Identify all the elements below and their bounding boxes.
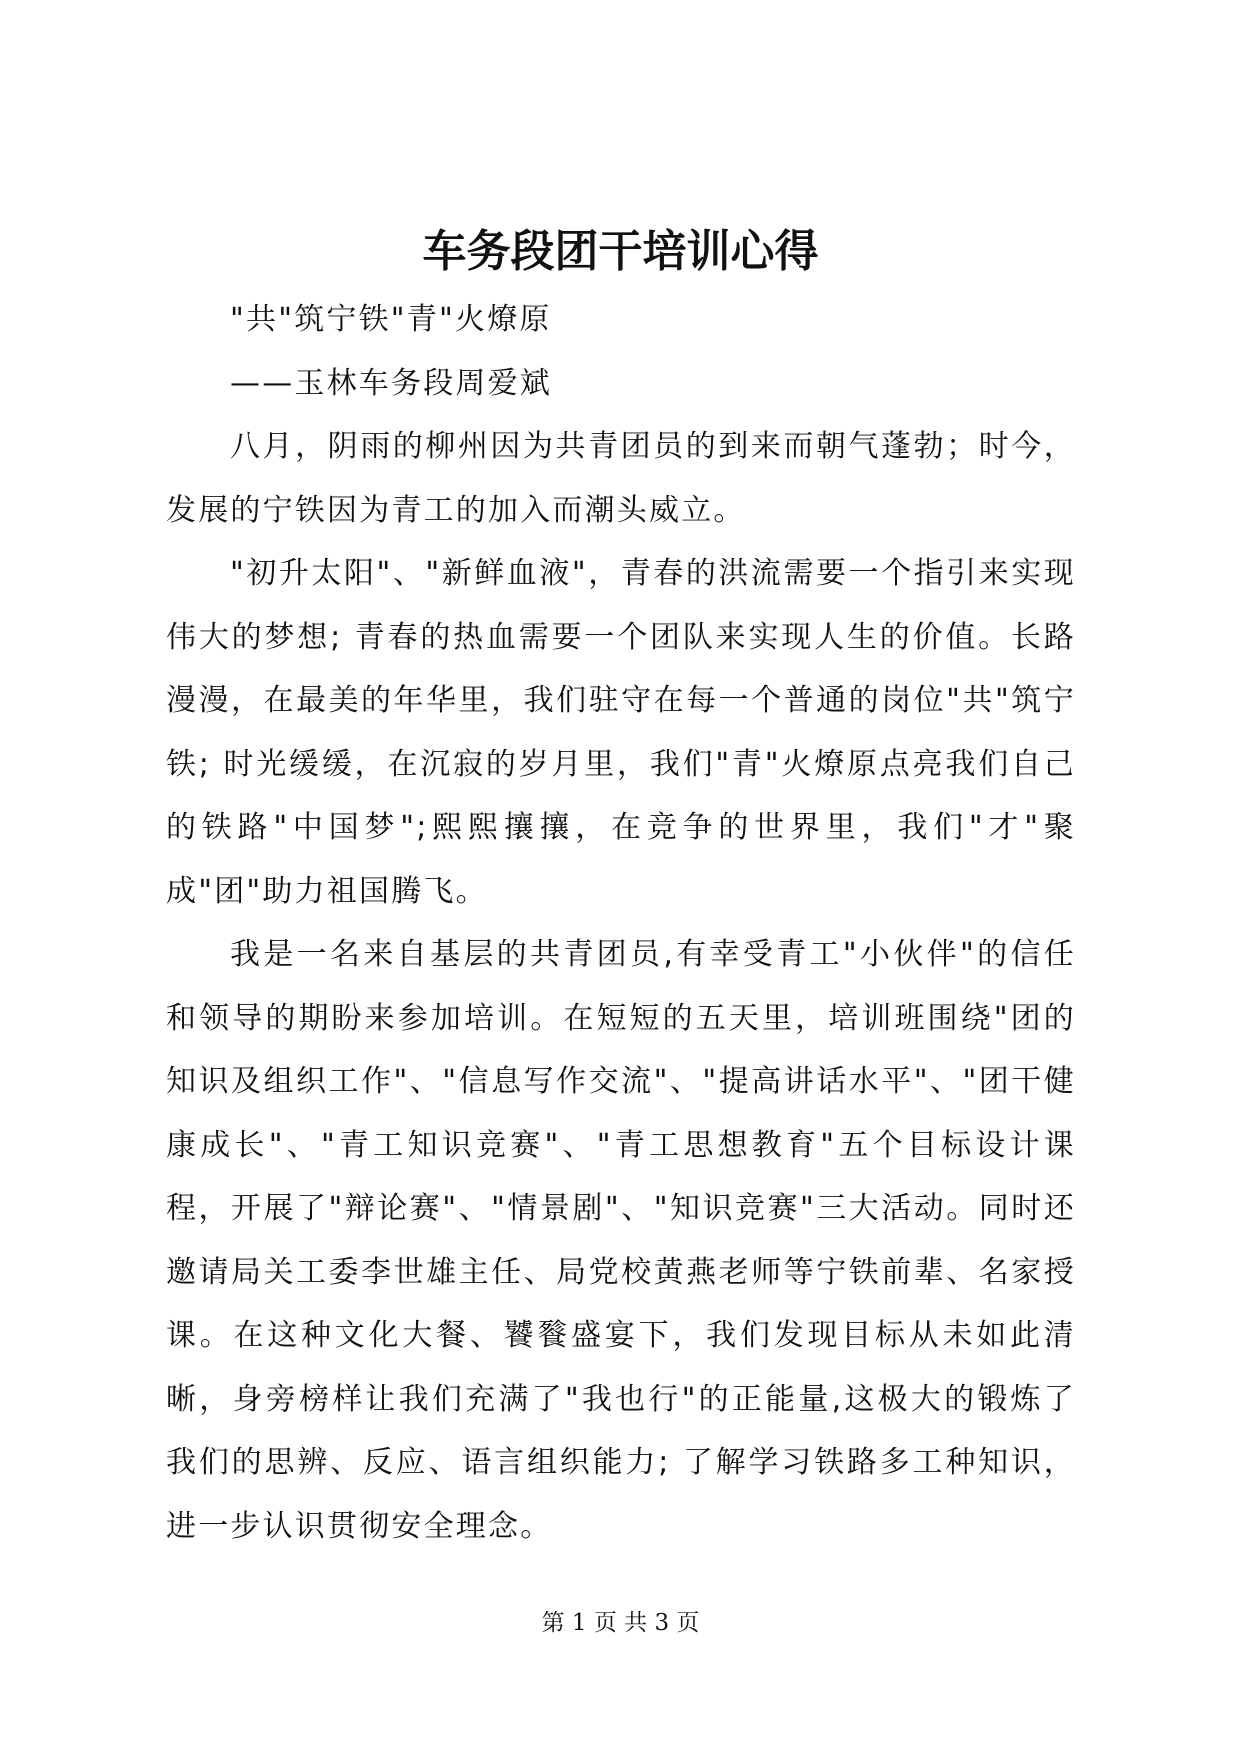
page-footer: 第 1 页 共 3 页: [541, 1610, 700, 1636]
document-body: [166, 288, 1076, 1558]
paragraph: 八月，阴雨的柳州因为共青团员的到来而朝气蓬勃；时今，发展的宁铁因为青工的加入而潮头威立。: [166, 429, 1076, 528]
paragraph: 我是一名来自基层的共青团员,有幸受青工"小伙伴"的信任和领导的期盼来参加培训。在短短的五天里，培训班围绕"团的知识及组织工作"、"信息写作交流"、"提高讲话水平"、"团干健康成长"、"青工知识竞赛"、"青工思想教育"五个目标设计课程，开展了"辩论赛"、"情景剧"、"知识竞赛"三大活动。同时还邀请局关工委李世雄主任、局党校黄燕老师等宁铁前辈、名家授课。在这种文化大餐、饕餮盛宴下，我们发现目标从未如此清晰，身旁榜样让我们充满了"我也行"的正能量,这极大的锻炼了我们的思辨、反应、语言组织能力; 了解学习铁路多工种知识，进一步认识贯彻安全理念。: [166, 937, 1076, 1544]
subtitle: "共"筑宁铁"青"火燎原: [230, 302, 552, 337]
document-title: 车务段团干培训心得: [422, 226, 819, 277]
author-line: ——玉林车务段周爱斌: [230, 365, 552, 401]
paragraph: "初升太阳"、"新鲜血液"，青春的洪流需要一个指引来实现伟大的梦想; 青春的热血需要一个团队来实现人生的价值。长路漫漫，在最美的年华里，我们驻守在每一个普通的岗位"共"筑宁铁; 时光缓缓，在沉寂的岁月里，我们"青"火燎原点亮我们自己的铁路"中国梦";熙熙攘攘，在竞争的世界里，我们"才"聚成"团"助力祖国腾飞。: [166, 556, 1076, 909]
